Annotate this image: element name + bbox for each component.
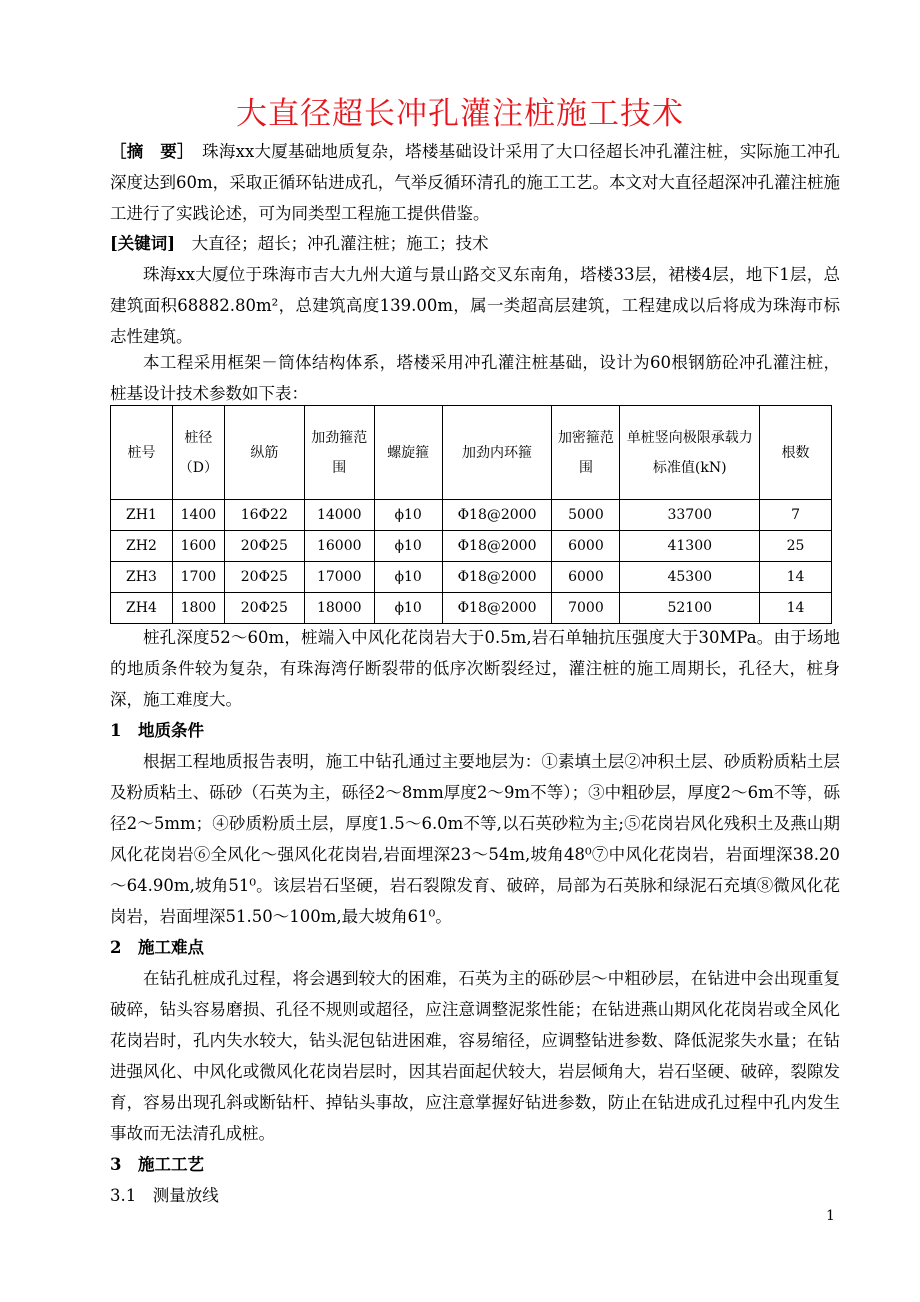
- section-2-paragraph: 在钻孔桩成孔过程，将会遇到较大的困难，石英为主的砾砂层～中粗砂层，在钻进中会出现重复破碎，钻头容易磨损、孔径不规则或超径，应注意调整泥浆性能；在钻进燕山期风化花岗岩或全风化花岗岩时，孔内失水较大，钻头泥包钻进困难，容易缩径，应调整钻进参数、降低泥浆失水量；在钻进强风化、中风化或微风化花岗岩层时，因其岩面起伏较大，岩层倾角大，岩石坚硬、破碎，裂隙发育，容易出现孔斜或断钻杆、掉钻头事故，应注意掌握好钻进参数，防止在钻进成孔过程中孔内发生事故而无法清孔成桩。: [110, 969, 840, 1143]
- table-cell: 1700: [172, 562, 224, 593]
- table-cell: 14: [760, 593, 832, 624]
- table-cell: ZH2: [111, 531, 173, 562]
- after-table-paragraph: 桩孔深度52～60m，桩端入中风化花岗岩大于0.5m,岩石单轴抗压强度大于30MPa。由于场地的地质条件较为复杂，有珠海湾仔断裂带的低序次断裂经过，灌注桩的施工周期长，孔径大，桩身深，施工难度大。: [110, 628, 840, 709]
- table-row: [111, 562, 832, 593]
- keywords-label: [关键词]: [110, 234, 176, 253]
- table-cell: 33700: [620, 500, 760, 531]
- table-cell: 20Φ25: [224, 562, 304, 593]
- table-cell: ϕ10: [374, 593, 442, 624]
- table-cell: 1400: [172, 500, 224, 531]
- table-cell: 7000: [552, 593, 620, 624]
- section-1-heading: 1 地质条件: [110, 721, 204, 740]
- section-1-paragraph: 根据工程地质报告表明，施工中钻孔通过主要地层为：①素填土层②冲积土层、砂质粉质粘土层及粉质粘土、砾砂（石英为主，砾径2～8mm厚度2～9m不等）；③中粗砂层，厚度2～6m不等，砾径2～5mm；④砂质粉质土层，厚度1.5～6.0m不等,以石英砂粒为主;⑤花岗岩风化残积土及燕山期风化花岗岩⑥全风化～强风化花岗岩,岩面埋深23～54m,坡角48⁰⑦中风化花岗岩，岩面埋深38.20～64.90m,坡角51⁰。该层岩石坚硬，岩石裂隙发育、破碎，局部为石英脉和绿泥石充填⑧微风化花岗岩，岩面埋深51.50～100m,最大坡角61⁰。: [110, 752, 840, 926]
- table-header-row: [111, 406, 832, 500]
- table-row: [111, 500, 832, 531]
- abstract-label: ［摘 要］: [110, 142, 186, 161]
- abstract-text: 珠海xx大厦基础地质复杂，塔楼基础设计采用了大口径超长冲孔灌注桩，实际施工冲孔深度达到60m，采取正循环钻进成孔，气举反循环清孔的施工工艺。本文对大直径超深冲孔灌注桩施工进行了实践论述，可为同类型工程施工提供借鉴。: [110, 142, 840, 223]
- table-cell: 20Φ25: [224, 531, 304, 562]
- table-cell: 6000: [552, 531, 620, 562]
- table-cell: ZH3: [111, 562, 173, 593]
- header-count: 根数: [760, 406, 832, 500]
- abstract-paragraph: [110, 136, 840, 229]
- table-cell: 41300: [620, 531, 760, 562]
- header-longitudinal-bar: 纵筋: [224, 406, 304, 500]
- table-cell: 1600: [172, 531, 224, 562]
- header-diameter: 桩径（D）: [172, 406, 224, 500]
- table-cell: 17000: [304, 562, 374, 593]
- page-number: 1: [826, 1208, 835, 1224]
- section-2-heading: 2 施工难点: [110, 938, 204, 957]
- table-row: [111, 531, 832, 562]
- keywords-text: 大直径；超长；冲孔灌注桩；施工；技术: [175, 234, 489, 253]
- table-cell: 1800: [172, 593, 224, 624]
- intro-paragraph-2: 本工程采用框架－筒体结构体系，塔楼采用冲孔灌注桩基础，设计为60根钢筋砼冲孔灌注桩，桩基设计技术参数如下表：: [110, 353, 840, 403]
- table-cell: 16000: [304, 531, 374, 562]
- header-bearing-capacity: 单桩竖向极限承载力标准值(kN): [620, 406, 760, 500]
- table-cell: 16Φ22: [224, 500, 304, 531]
- section-3-heading: 3 施工工艺: [110, 1155, 204, 1174]
- table-cell: 18000: [304, 593, 374, 624]
- table-cell: Φ18@2000: [442, 500, 552, 531]
- table-cell: ϕ10: [374, 562, 442, 593]
- table-cell: Φ18@2000: [442, 562, 552, 593]
- table-cell: 6000: [552, 562, 620, 593]
- table-cell: ZH4: [111, 593, 173, 624]
- table-cell: 14000: [304, 500, 374, 531]
- table-cell: 14: [760, 562, 832, 593]
- pile-parameter-table: [110, 405, 832, 624]
- header-inner-ring-hoop: 加劲内环箍: [442, 406, 552, 500]
- header-stiffener-range: 加劲箍范围: [304, 406, 374, 500]
- table-cell: 7: [760, 500, 832, 531]
- keywords-paragraph: [110, 228, 840, 259]
- document-title: 大直径超长冲孔灌注桩施工技术: [236, 96, 684, 132]
- header-pile-no: 桩号: [111, 406, 173, 500]
- table-cell: 20Φ25: [224, 593, 304, 624]
- table-cell: 52100: [620, 593, 760, 624]
- header-dense-hoop-range: 加密箍范围: [552, 406, 620, 500]
- table-cell: Φ18@2000: [442, 593, 552, 624]
- table-cell: ϕ10: [374, 500, 442, 531]
- table-cell: ZH1: [111, 500, 173, 531]
- header-spiral-hoop: 螺旋箍: [374, 406, 442, 500]
- section-3-1-heading: 3.1 测量放线: [110, 1186, 219, 1205]
- table-cell: Φ18@2000: [442, 531, 552, 562]
- table-cell: 45300: [620, 562, 760, 593]
- table-row: [111, 593, 832, 624]
- table-cell: ϕ10: [374, 531, 442, 562]
- table-cell: 5000: [552, 500, 620, 531]
- table-cell: 25: [760, 531, 832, 562]
- intro-paragraph-1: 珠海xx大厦位于珠海市吉大九州大道与景山路交叉东南角，塔楼33层，裙楼4层，地下1层，总建筑面积68882.80m²，总建筑高度139.00m，属一类超高层建筑，工程建成以后将成为珠海市标志性建筑。: [110, 265, 840, 346]
